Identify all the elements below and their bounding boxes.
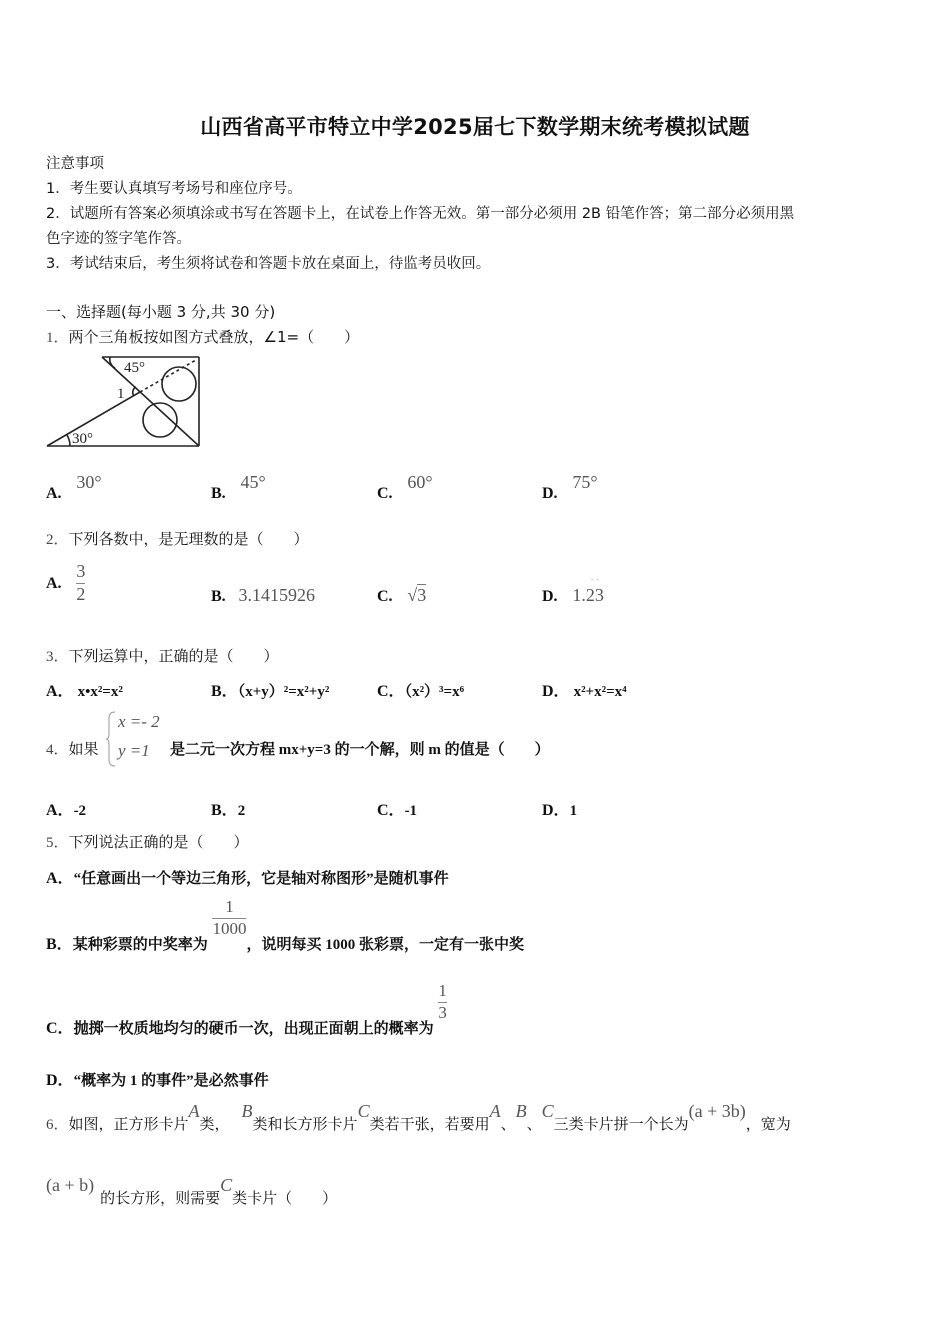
q3-option-b[interactable]: B．（x+y）²=x²+y² <box>211 683 330 700</box>
q5-option-d[interactable]: D．“概率为 1 的事件”是必然事件 <box>46 1072 269 1089</box>
page-title: 山西省高平市特立中学2025届七下数学期末统考模拟试题 <box>200 115 750 139</box>
question-1 <box>46 326 359 347</box>
left-brace-icon <box>106 710 116 768</box>
repeating-decimal: 1.23 · · <box>572 575 604 605</box>
svg-text:45°: 45° <box>124 360 145 376</box>
notice-heading: 注意事项 <box>46 156 104 172</box>
svg-text:30°: 30° <box>72 431 93 447</box>
q5-option-b[interactable]: B．某种彩票的中奖率为 $\frac{1}{1000}$ ，说明每买 1000 张彩票，一定有一张中奖 <box>46 897 524 953</box>
svg-text:1: 1 <box>117 386 125 402</box>
q4-option-c[interactable]: C．-1 <box>377 802 418 819</box>
equation-system: x =- 2 y =1 <box>106 710 168 768</box>
question-6-line-2: (a + b)的长方形，则需要C类卡片（ ） <box>46 1175 338 1207</box>
sqrt-icon: √3 <box>407 585 427 605</box>
question-2: 2．下列各数中，是无理数的是（ ） <box>46 530 309 548</box>
q2-option-c[interactable]: C. √3 <box>377 585 427 605</box>
q3-option-a[interactable]: A． x•x²=x² <box>46 683 123 700</box>
notice-item-3: 3．考试结束后，考生须将试卷和答题卡放在桌面上，待监考员收回。 <box>46 256 491 272</box>
q4-option-a[interactable]: A．-2 <box>46 802 87 819</box>
q3-option-d[interactable]: D． x²+x²=x⁴ <box>542 683 627 700</box>
q5-option-c[interactable]: C．抛掷一枚质地均匀的硬币一次，出现正面朝上的概率为 $\frac{1}{3}$ <box>46 981 447 1037</box>
question-4-text: 是二元一次方程 mx+y=3 的一个解，则 m 的值是（ ） <box>170 742 550 758</box>
q5-option-a[interactable]: A．“任意画出一个等边三角形，它是轴对称图形”是随机事件 <box>46 870 449 887</box>
q2-option-a[interactable]: A. $\frac{3}{2}$ <box>46 561 86 604</box>
question-3: 3．下列运算中，正确的是（ ） <box>46 647 279 665</box>
notice-item-2-cont: 色字迹的签字笔作答。 <box>46 231 191 247</box>
section-heading: 一、选择题(每小题 3 分,共 30 分) <box>46 303 276 321</box>
fraction: $\frac{1}{1000}$ <box>212 897 247 938</box>
triangle-figure <box>44 354 204 449</box>
overlapping-set-squares-icon <box>44 354 204 449</box>
q4-option-b[interactable]: B．2 <box>211 802 246 819</box>
question-number: 1． <box>46 330 69 346</box>
question-text: 两个三角板按如图方式叠放，∠1=（ ） <box>68 328 360 346</box>
fraction: $\frac{3}{2}$ <box>76 561 86 604</box>
q1-option-d[interactable]: D. 75° <box>542 472 598 502</box>
notice-item-1: 1．考生要认真填写考场号和座位序号。 <box>46 181 302 197</box>
q1-option-b[interactable]: B. 45° <box>211 472 266 502</box>
q2-option-d[interactable]: D. 1.23 · · <box>542 575 604 605</box>
q2-option-b[interactable]: B. 3.1415926 <box>211 585 315 605</box>
q1-option-a[interactable]: A. 30° <box>46 472 102 502</box>
q4-option-d[interactable]: D．1 <box>542 802 578 819</box>
question-4: 4．如果 <box>46 740 99 758</box>
question-6: 6．如图，正方形卡片A类，B类和长方形卡片C类若干张，若要用A、B、C三类卡片拼一个长为(a + 3b)，宽为 <box>46 1101 791 1133</box>
notice-item-2: 2．试题所有答案必须填涂或书写在答题卡上，在试卷上作答无效。第一部分必须用 2B 铅笔作答；第二部分必须用黑 <box>46 206 795 222</box>
fraction: $\frac{1}{3}$ <box>438 981 447 1022</box>
q3-option-c[interactable]: C．（x²）³=x⁶ <box>377 683 465 700</box>
q1-option-c[interactable]: C. 60° <box>377 472 433 502</box>
question-5: 5．下列说法正确的是（ ） <box>46 833 249 851</box>
